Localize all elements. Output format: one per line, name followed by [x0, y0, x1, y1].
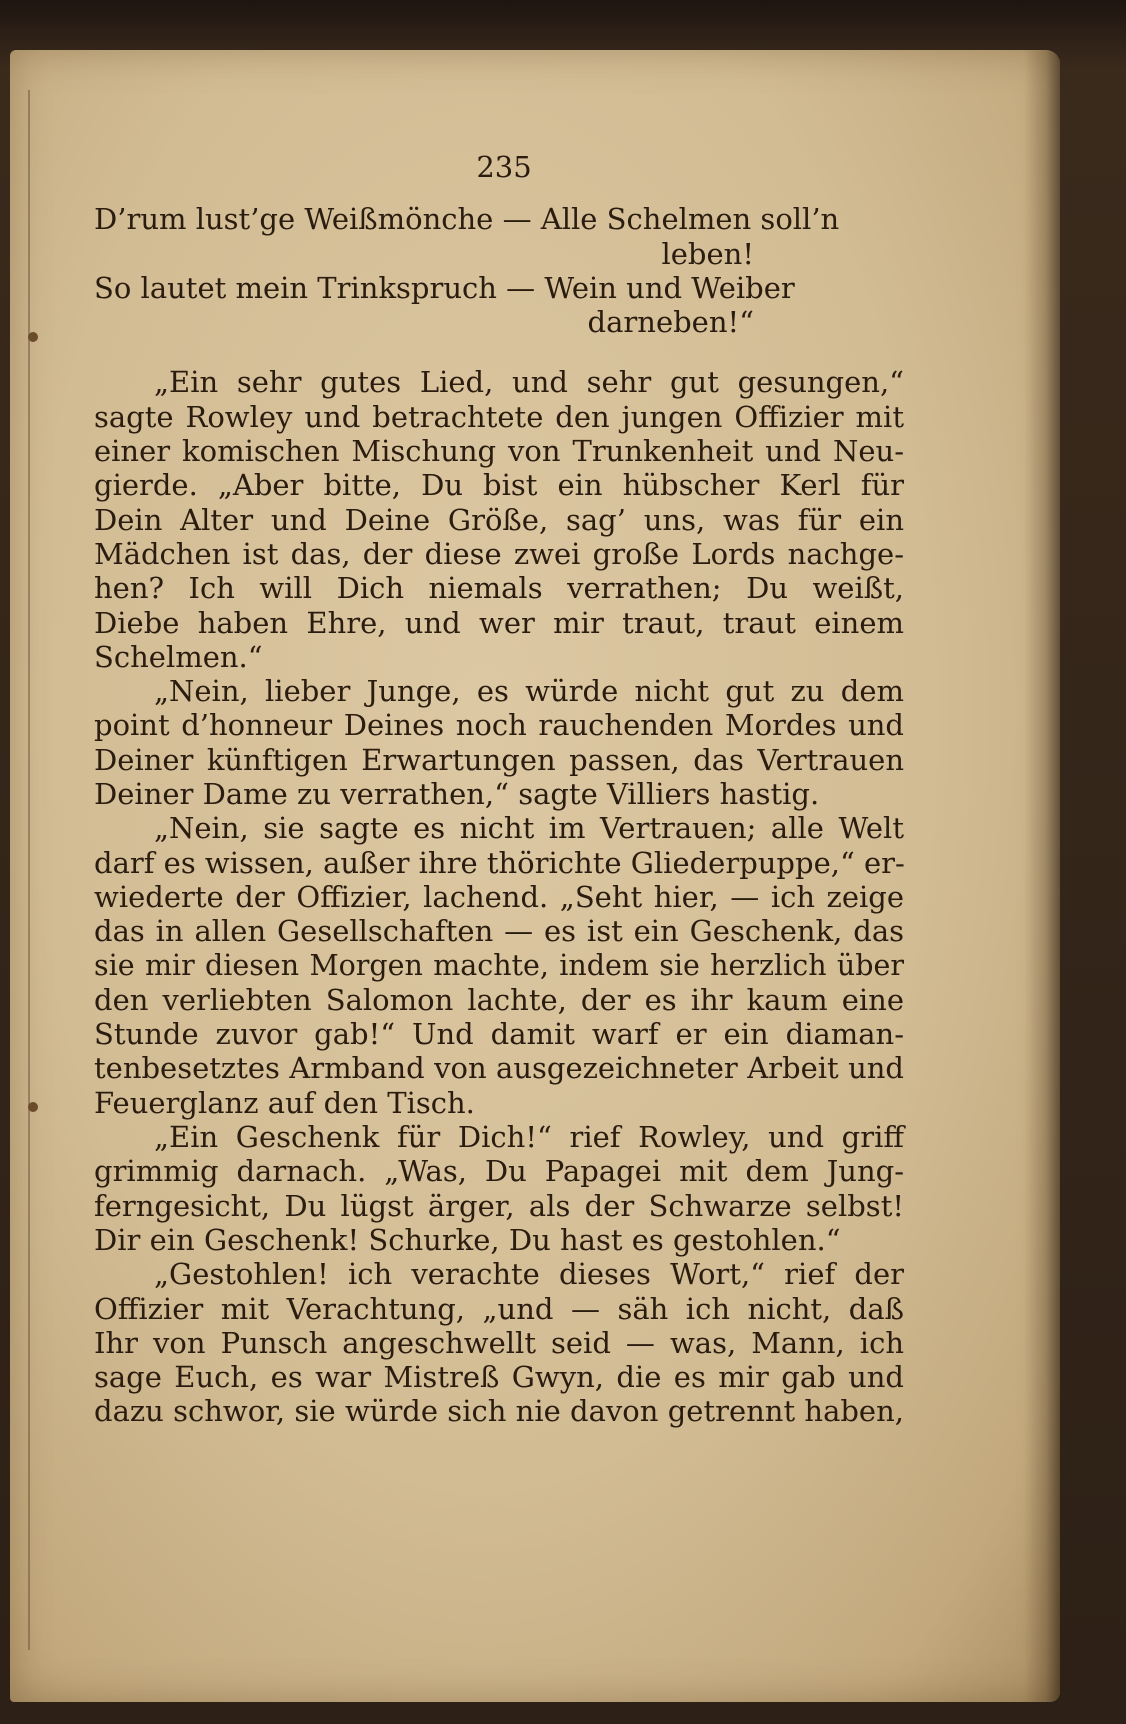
text-line: sagte Rowley und betrachtete den jungen Offizier mit	[94, 399, 904, 434]
text-line: Deiner Dame zu verrathen,“ sagte Villiers hastig.	[94, 777, 820, 812]
page-number: 235	[476, 150, 532, 184]
text-line: Ihr von Punsch angeschwellt seid — was, Mann, ich	[94, 1325, 904, 1360]
text-line: einer komischen Mischung von Trunkenheit und Neu-	[94, 434, 904, 469]
text-line: tenbesetztes Armband von ausgezeichneter Arbeit und	[94, 1051, 904, 1086]
verse	[94, 202, 904, 339]
margin-dot	[28, 332, 38, 342]
book-page	[10, 50, 1060, 1702]
prose	[94, 365, 904, 1428]
text-line: darf es wissen, außer ihre thörichte Gliederpuppe,“ er-	[94, 845, 905, 880]
text-line: Schelmen.“	[94, 639, 263, 674]
page-edge-shadow	[1024, 50, 1060, 1702]
text-line: point d’honneur Deines noch rauchenden Mordes und	[94, 708, 904, 743]
text-line: gierde. „Aber bitte, Du bist ein hübscher Kerl für	[94, 468, 904, 503]
text-line: Dir ein Geschenk! Schurke, Du hast es gestohlen.“	[94, 1222, 841, 1257]
text-line: Dein Alter und Deine Größe, sag’ uns, was für ein	[94, 502, 904, 537]
verse-line: So lautet mein Trinkspruch — Wein und Weiber	[94, 270, 795, 305]
text-line: dazu schwor, sie würde sich nie davon getrennt haben,	[94, 1394, 904, 1429]
text-line: Feuerglanz auf den Tisch.	[94, 1085, 475, 1120]
text-line: „Nein, lieber Junge, es würde nicht gut zu dem	[154, 674, 904, 709]
text-line: sage Euch, es war Mistreß Gwyn, die es mir gab und	[94, 1360, 904, 1395]
text-line: wiederte der Offizier, lachend. „Seht hier, — ich zeige	[94, 879, 904, 914]
text-block	[94, 150, 904, 1429]
text-line: grimmig darnach. „Was, Du Papagei mit dem Jung-	[94, 1154, 904, 1189]
verse-line: darneben!“	[587, 305, 754, 340]
text-line: Mädchen ist das, der diese zwei große Lords nachge-	[94, 536, 904, 571]
verse-line: D’rum lust’ge Weißmönche — Alle Schelmen soll’n	[94, 202, 840, 237]
text-line: „Ein sehr gutes Lied, und sehr gut gesungen,“	[154, 365, 904, 400]
verse-line: leben!	[661, 236, 754, 271]
text-line: sie mir diesen Morgen machte, indem sie herzlich über	[94, 948, 904, 982]
text-line: „Nein, sie sagte es nicht im Vertrauen; alle Welt	[154, 811, 904, 846]
text-line: Offizier mit Verachtung, „und — säh ich nicht, daß	[94, 1291, 904, 1326]
gutter-line	[28, 90, 30, 1650]
text-line: Stunde zuvor gab!“ Und damit warf er ein diaman-	[94, 1017, 904, 1052]
text-line: „Ein Geschenk für Dich!“ rief Rowley, und griff	[154, 1120, 904, 1155]
text-line: den verliebten Salomon lachte, der es ihr kaum eine	[94, 982, 904, 1017]
text-line: „Gestohlen! ich verachte dieses Wort,“ rief der	[154, 1257, 904, 1292]
text-line: hen? Ich will Dich niemals verrathen; Du weißt,	[94, 571, 904, 606]
text-line: ferngesicht, Du lügst ärger, als der Schwarze selbst!	[94, 1188, 904, 1223]
text-line: Deiner künftigen Erwartungen passen, das Vertrauen	[94, 742, 904, 777]
margin-dot	[28, 1102, 38, 1112]
text-line: das in allen Gesellschaften — es ist ein Geschenk, das	[94, 914, 904, 949]
text-line: Diebe haben Ehre, und wer mir traut, traut einem	[94, 605, 904, 640]
